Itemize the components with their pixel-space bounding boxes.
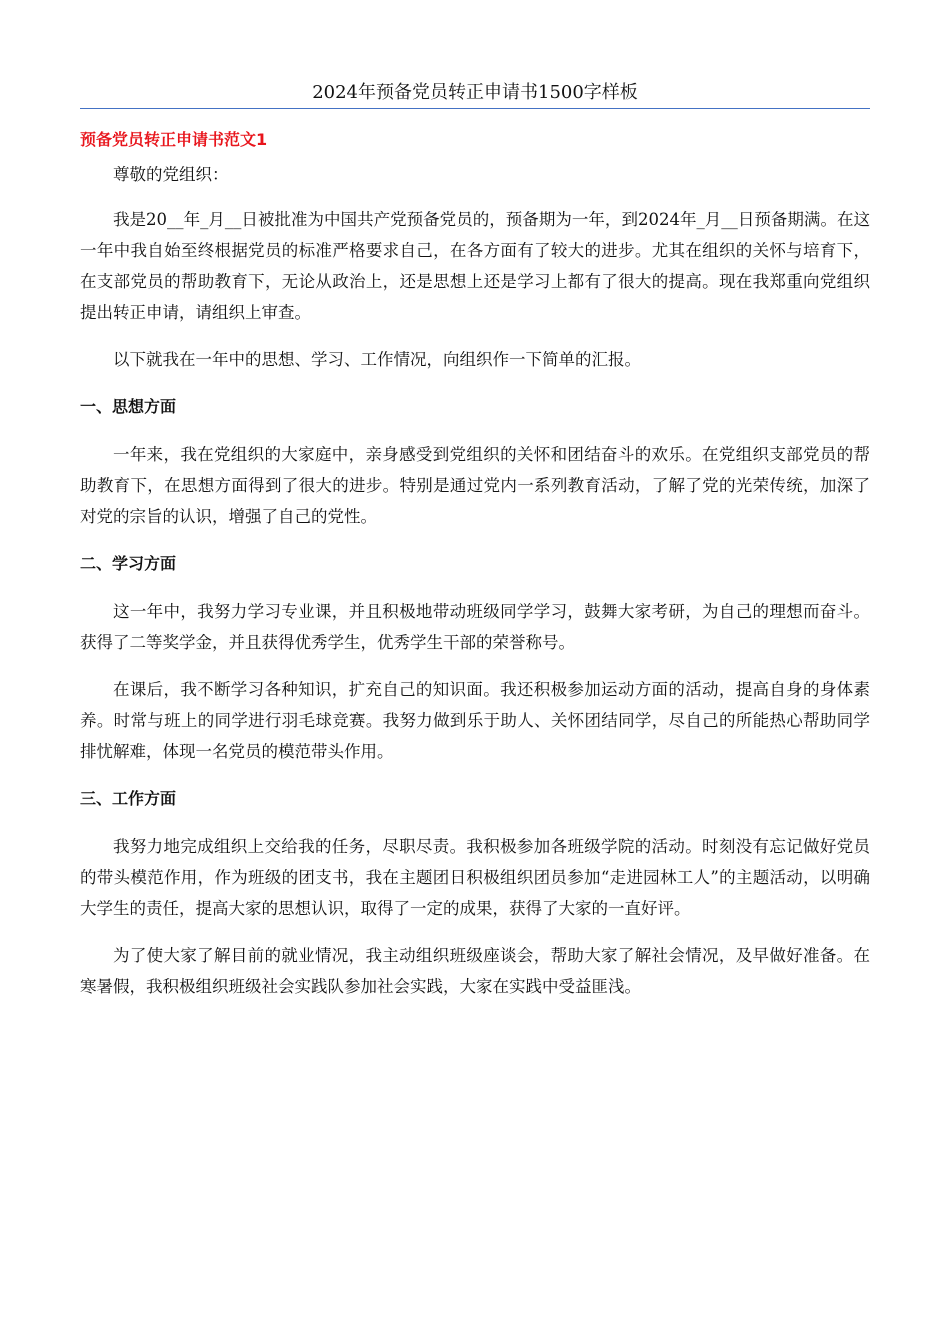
work-paragraph-1: 我努力地完成组织上交给我的任务，尽职尽责。我积极参加各班级学院的活动。时刻没有忘记做好党员的带头模范作用，作为班级的团支书，我在主题团日积极组织团员参加“走进园林工人”的主题活动，以明确大学生的责任，提高大家的思想认识，取得了一定的成果，获得了大家的一直好评。 xyxy=(80,837,870,918)
sample-subtitle: 预备党员转正申请书范文1 xyxy=(80,130,268,149)
study-paragraph-1: 这一年中，我努力学习专业课，并且积极地带动班级同学学习，鼓舞大家考研，为自己的理想而奋斗。获得了二等奖学金，并且获得优秀学生，优秀学生干部的荣誉称号。 xyxy=(80,602,870,652)
section-heading-study: 二、学习方面 xyxy=(80,554,177,573)
summary-paragraph: 以下就我在一年中的思想、学习、工作情况，向组织作一下简单的汇报。 xyxy=(113,350,641,369)
document-title: 2024年预备党员转正申请书1500字样板 xyxy=(80,80,870,109)
document-page xyxy=(80,0,870,1018)
salutation: 尊敬的党组织： xyxy=(113,165,229,184)
section-heading-work: 三、工作方面 xyxy=(80,789,177,808)
section-heading-thought: 一、思想方面 xyxy=(80,397,177,416)
intro-paragraph: 我是20__年_月__日被批准为中国共产党预备党员的，预备期为一年，到2024年_月__日预备期满。在这一年中我自始至终根据党员的标准严格要求自己，在各方面有了较大的进步。尤其在组织的关怀与培育下，在支部党员的帮助教育下，无论从政治上，还是思想上还是学习上都有了很大的提高。现在我郑重向党组织提出转正申请，请组织上审查。 xyxy=(80,210,870,322)
study-paragraph-2: 在课后，我不断学习各种知识，扩充自己的知识面。我还积极参加运动方面的活动，提高自身的身体素养。时常与班上的同学进行羽毛球竞赛。我努力做到乐于助人、关怀团结同学，尽自己的所能热心帮助同学排忧解难，体现一名党员的模范带头作用。 xyxy=(80,680,870,761)
work-paragraph-2: 为了使大家了解目前的就业情况，我主动组织班级座谈会，帮助大家了解社会情况，及早做好准备。在寒暑假，我积极组织班级社会实践队参加社会实践，大家在实践中受益匪浅。 xyxy=(80,946,870,996)
thought-paragraph: 一年来，我在党组织的大家庭中，亲身感受到党组织的关怀和团结奋斗的欢乐。在党组织支部党员的帮助教育下，在思想方面得到了很大的进步。特别是通过党内一系列教育活动，了解了党的光荣传统，加深了对党的宗旨的认识，增强了自己的党性。 xyxy=(80,445,870,526)
